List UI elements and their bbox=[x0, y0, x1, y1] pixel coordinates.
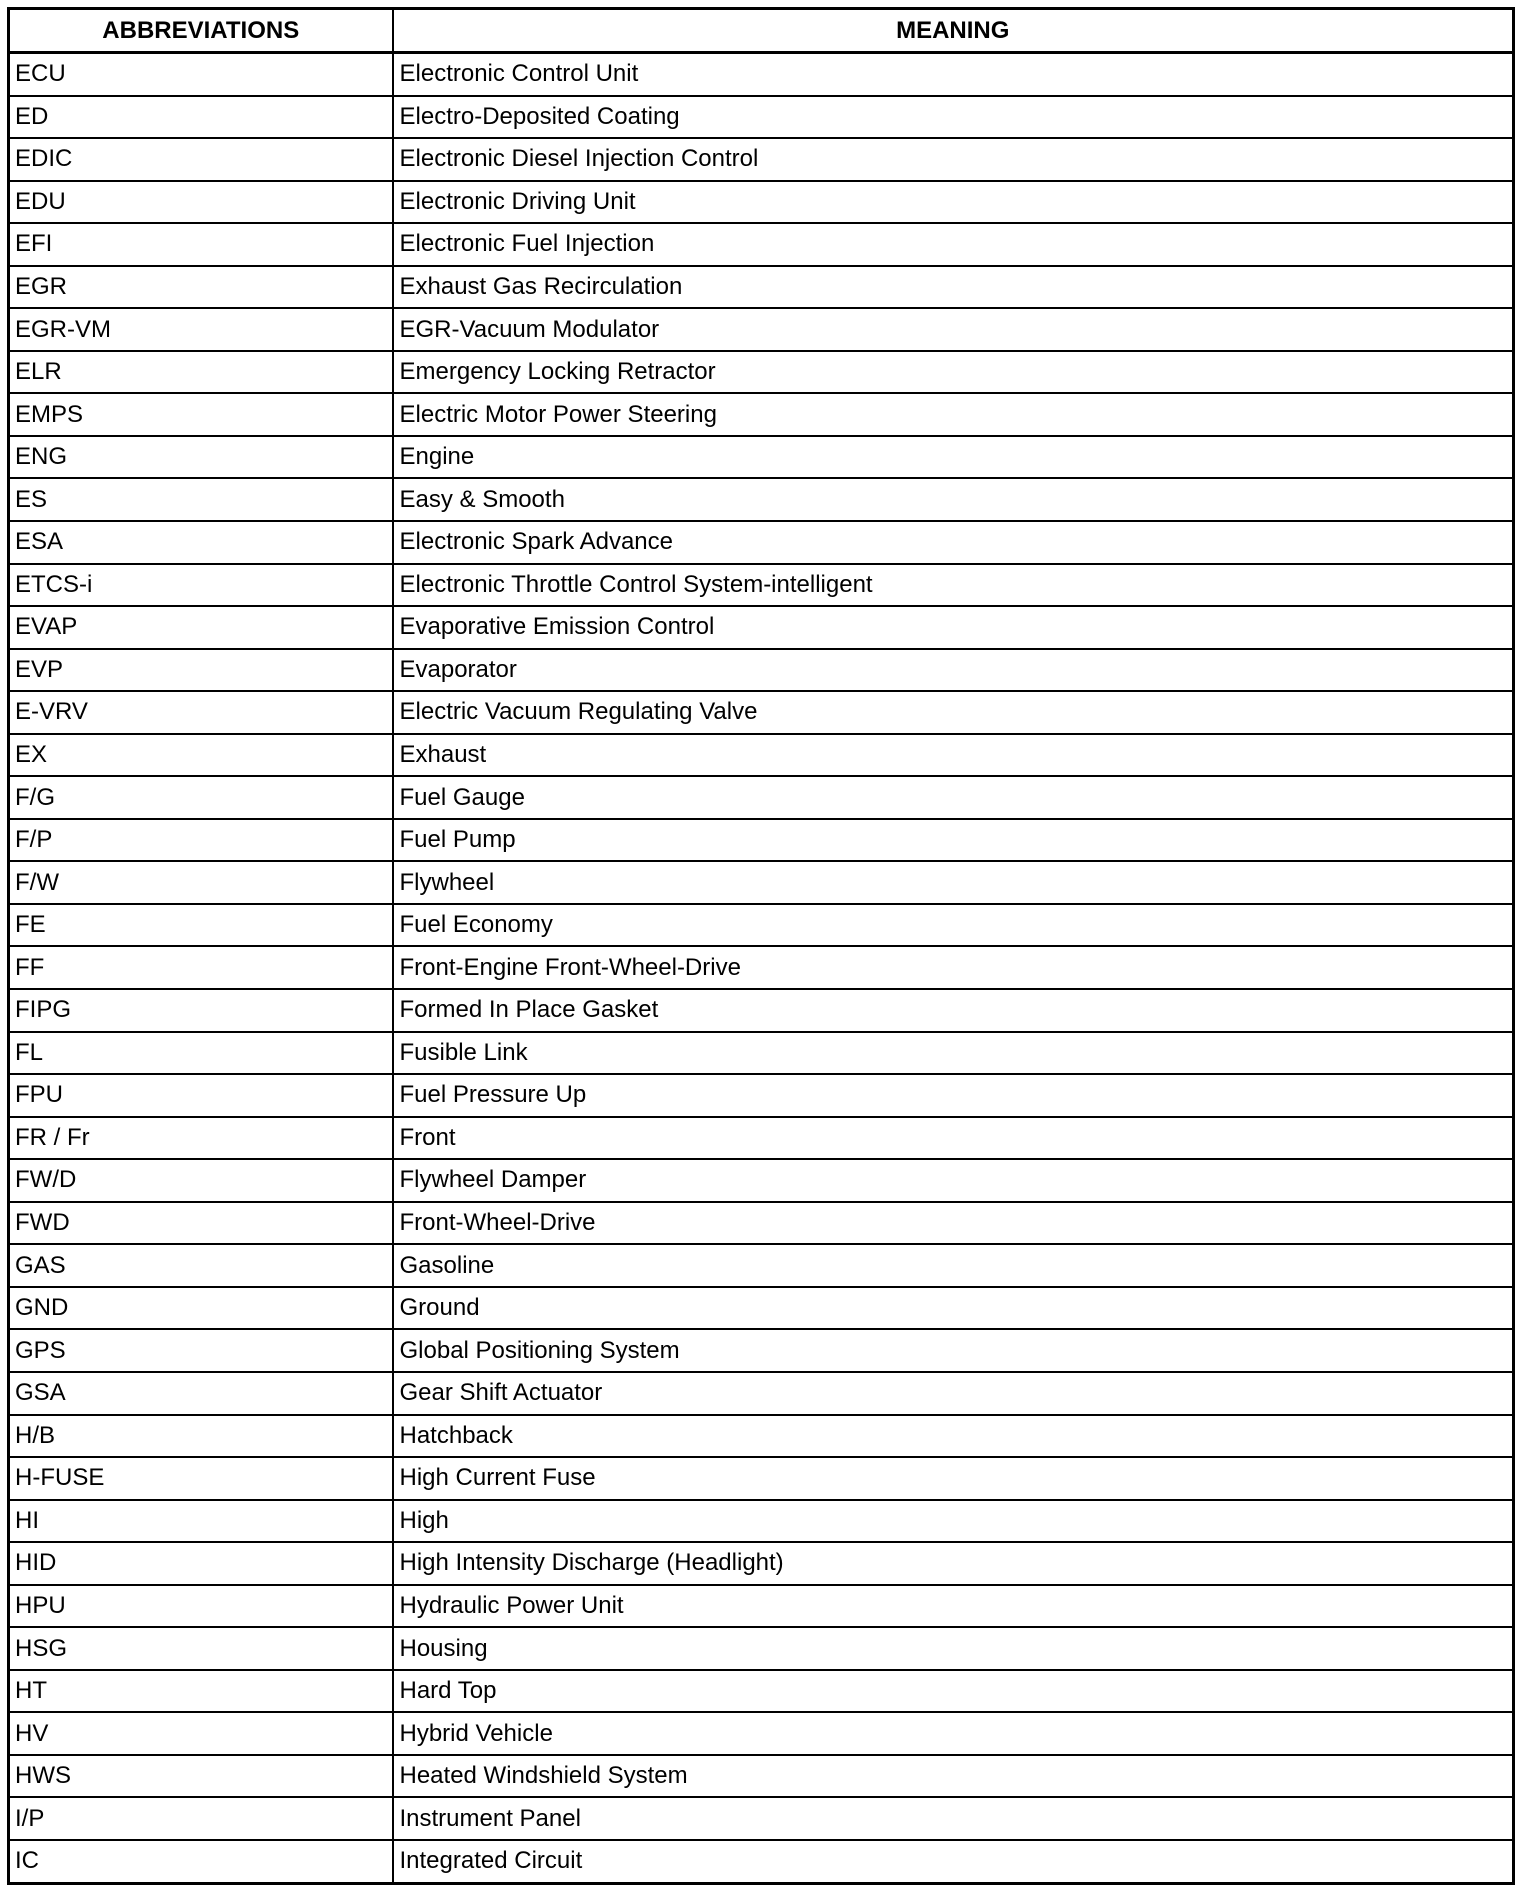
abbreviation-cell: FE bbox=[9, 904, 393, 947]
abbreviation-cell: F/P bbox=[9, 819, 393, 862]
table-row bbox=[9, 946, 1514, 989]
meaning-cell: Gasoline bbox=[393, 1244, 1514, 1287]
meaning-cell: Fusible Link bbox=[393, 1032, 1514, 1075]
abbreviation-cell: FPU bbox=[9, 1074, 393, 1117]
meaning-cell: Front bbox=[393, 1117, 1514, 1160]
abbreviation-cell: I/P bbox=[9, 1797, 393, 1840]
table-row bbox=[9, 393, 1514, 436]
abbreviation-cell: EDIC bbox=[9, 138, 393, 181]
abbreviation-cell: HPU bbox=[9, 1585, 393, 1628]
header-row bbox=[9, 9, 1514, 53]
table-row bbox=[9, 776, 1514, 819]
meaning-cell: Exhaust Gas Recirculation bbox=[393, 266, 1514, 309]
table-row bbox=[9, 1797, 1514, 1840]
abbreviation-cell: H-FUSE bbox=[9, 1457, 393, 1500]
abbreviation-cell: FR / Fr bbox=[9, 1117, 393, 1160]
meaning-cell: Front-Wheel-Drive bbox=[393, 1202, 1514, 1245]
abbreviation-cell: E-VRV bbox=[9, 691, 393, 734]
abbreviation-cell: H/B bbox=[9, 1415, 393, 1458]
abbreviation-cell: ESA bbox=[9, 521, 393, 564]
abbreviation-cell: IC bbox=[9, 1840, 393, 1883]
abbreviation-cell: HWS bbox=[9, 1755, 393, 1798]
abbreviation-cell: GAS bbox=[9, 1244, 393, 1287]
meaning-cell: Easy & Smooth bbox=[393, 478, 1514, 521]
abbreviations-table bbox=[7, 7, 1515, 1885]
abbreviation-cell: FL bbox=[9, 1032, 393, 1075]
meaning-cell: Exhaust bbox=[393, 734, 1514, 777]
table-row bbox=[9, 1415, 1514, 1458]
meaning-cell: Engine bbox=[393, 436, 1514, 479]
table-row bbox=[9, 1159, 1514, 1202]
meaning-cell: Electronic Driving Unit bbox=[393, 181, 1514, 224]
abbreviation-cell: ENG bbox=[9, 436, 393, 479]
abbreviation-cell: ES bbox=[9, 478, 393, 521]
meaning-cell: Flywheel Damper bbox=[393, 1159, 1514, 1202]
abbreviation-cell: EGR bbox=[9, 266, 393, 309]
meaning-cell: Fuel Pressure Up bbox=[393, 1074, 1514, 1117]
abbreviation-cell: FIPG bbox=[9, 989, 393, 1032]
meaning-cell: Heated Windshield System bbox=[393, 1755, 1514, 1798]
table-row bbox=[9, 989, 1514, 1032]
abbreviation-cell: HT bbox=[9, 1670, 393, 1713]
table-row bbox=[9, 1287, 1514, 1330]
meaning-cell: EGR-Vacuum Modulator bbox=[393, 308, 1514, 351]
meaning-cell: Electro-Deposited Coating bbox=[393, 96, 1514, 139]
table-row bbox=[9, 266, 1514, 309]
meaning-cell: Instrument Panel bbox=[393, 1797, 1514, 1840]
abbreviation-cell: GPS bbox=[9, 1329, 393, 1372]
meaning-cell: Hydraulic Power Unit bbox=[393, 1585, 1514, 1628]
abbreviation-cell: ED bbox=[9, 96, 393, 139]
abbreviation-cell: ETCS-i bbox=[9, 564, 393, 607]
table-row bbox=[9, 1457, 1514, 1500]
abbreviation-cell: FWD bbox=[9, 1202, 393, 1245]
meaning-cell: Ground bbox=[393, 1287, 1514, 1330]
abbreviation-cell: GND bbox=[9, 1287, 393, 1330]
meaning-cell: Electronic Diesel Injection Control bbox=[393, 138, 1514, 181]
abbreviation-cell: FW/D bbox=[9, 1159, 393, 1202]
abbreviation-cell: HID bbox=[9, 1542, 393, 1585]
table-row bbox=[9, 1755, 1514, 1798]
meaning-cell: Global Positioning System bbox=[393, 1329, 1514, 1372]
abbreviation-cell: EVAP bbox=[9, 606, 393, 649]
abbreviation-cell: EDU bbox=[9, 181, 393, 224]
abbreviation-cell: F/G bbox=[9, 776, 393, 819]
meaning-cell: Flywheel bbox=[393, 861, 1514, 904]
abbreviation-cell: HV bbox=[9, 1712, 393, 1755]
abbreviation-cell: EX bbox=[9, 734, 393, 777]
table-row bbox=[9, 223, 1514, 266]
meaning-cell: Gear Shift Actuator bbox=[393, 1372, 1514, 1415]
table-body bbox=[9, 53, 1514, 1884]
meaning-cell: Front-Engine Front-Wheel-Drive bbox=[393, 946, 1514, 989]
meaning-cell: High Intensity Discharge (Headlight) bbox=[393, 1542, 1514, 1585]
meaning-cell: Electronic Spark Advance bbox=[393, 521, 1514, 564]
table-row bbox=[9, 819, 1514, 862]
table-row bbox=[9, 564, 1514, 607]
abbreviation-cell: EVP bbox=[9, 649, 393, 692]
meaning-cell: Evaporator bbox=[393, 649, 1514, 692]
abbreviation-cell: GSA bbox=[9, 1372, 393, 1415]
abbreviation-cell: EMPS bbox=[9, 393, 393, 436]
table-row bbox=[9, 861, 1514, 904]
meaning-cell: Emergency Locking Retractor bbox=[393, 351, 1514, 394]
table-row bbox=[9, 1074, 1514, 1117]
table-row bbox=[9, 1117, 1514, 1160]
abbreviation-cell: HI bbox=[9, 1500, 393, 1543]
table-row bbox=[9, 1202, 1514, 1245]
abbreviation-cell: F/W bbox=[9, 861, 393, 904]
meaning-cell: Electronic Control Unit bbox=[393, 53, 1514, 96]
meaning-cell: Housing bbox=[393, 1627, 1514, 1670]
meaning-cell: Hard Top bbox=[393, 1670, 1514, 1713]
table-row bbox=[9, 606, 1514, 649]
table-row bbox=[9, 521, 1514, 564]
table-row bbox=[9, 1244, 1514, 1287]
meaning-cell: High bbox=[393, 1500, 1514, 1543]
table-row bbox=[9, 1329, 1514, 1372]
abbreviation-cell: FF bbox=[9, 946, 393, 989]
abbreviation-cell: HSG bbox=[9, 1627, 393, 1670]
table-row bbox=[9, 1670, 1514, 1713]
table-header bbox=[9, 9, 1514, 53]
table-row bbox=[9, 1712, 1514, 1755]
table-row bbox=[9, 734, 1514, 777]
abbreviation-cell: EGR-VM bbox=[9, 308, 393, 351]
meaning-cell: Hybrid Vehicle bbox=[393, 1712, 1514, 1755]
meaning-cell: Fuel Economy bbox=[393, 904, 1514, 947]
abbreviation-cell: ECU bbox=[9, 53, 393, 96]
table-row bbox=[9, 1500, 1514, 1543]
table-row bbox=[9, 181, 1514, 224]
abbreviation-cell: ELR bbox=[9, 351, 393, 394]
table-row bbox=[9, 1032, 1514, 1075]
header-abbreviations: ABBREVIATIONS bbox=[9, 9, 393, 53]
table-row bbox=[9, 649, 1514, 692]
table-row bbox=[9, 1542, 1514, 1585]
table-row bbox=[9, 138, 1514, 181]
table-row bbox=[9, 904, 1514, 947]
meaning-cell: High Current Fuse bbox=[393, 1457, 1514, 1500]
table-row bbox=[9, 1840, 1514, 1883]
header-meaning: MEANING bbox=[393, 9, 1514, 53]
table-row bbox=[9, 96, 1514, 139]
table-row bbox=[9, 436, 1514, 479]
meaning-cell: Fuel Pump bbox=[393, 819, 1514, 862]
meaning-cell: Electronic Fuel Injection bbox=[393, 223, 1514, 266]
meaning-cell: Fuel Gauge bbox=[393, 776, 1514, 819]
meaning-cell: Hatchback bbox=[393, 1415, 1514, 1458]
meaning-cell: Electronic Throttle Control System-intelligent bbox=[393, 564, 1514, 607]
meaning-cell: Electric Motor Power Steering bbox=[393, 393, 1514, 436]
table-row bbox=[9, 351, 1514, 394]
table-row bbox=[9, 691, 1514, 734]
meaning-cell: Formed In Place Gasket bbox=[393, 989, 1514, 1032]
table-row bbox=[9, 478, 1514, 521]
abbreviation-cell: EFI bbox=[9, 223, 393, 266]
table-row bbox=[9, 308, 1514, 351]
table-row bbox=[9, 1372, 1514, 1415]
table-row bbox=[9, 1627, 1514, 1670]
meaning-cell: Integrated Circuit bbox=[393, 1840, 1514, 1883]
meaning-cell: Electric Vacuum Regulating Valve bbox=[393, 691, 1514, 734]
meaning-cell: Evaporative Emission Control bbox=[393, 606, 1514, 649]
table-row bbox=[9, 53, 1514, 96]
table-row bbox=[9, 1585, 1514, 1628]
